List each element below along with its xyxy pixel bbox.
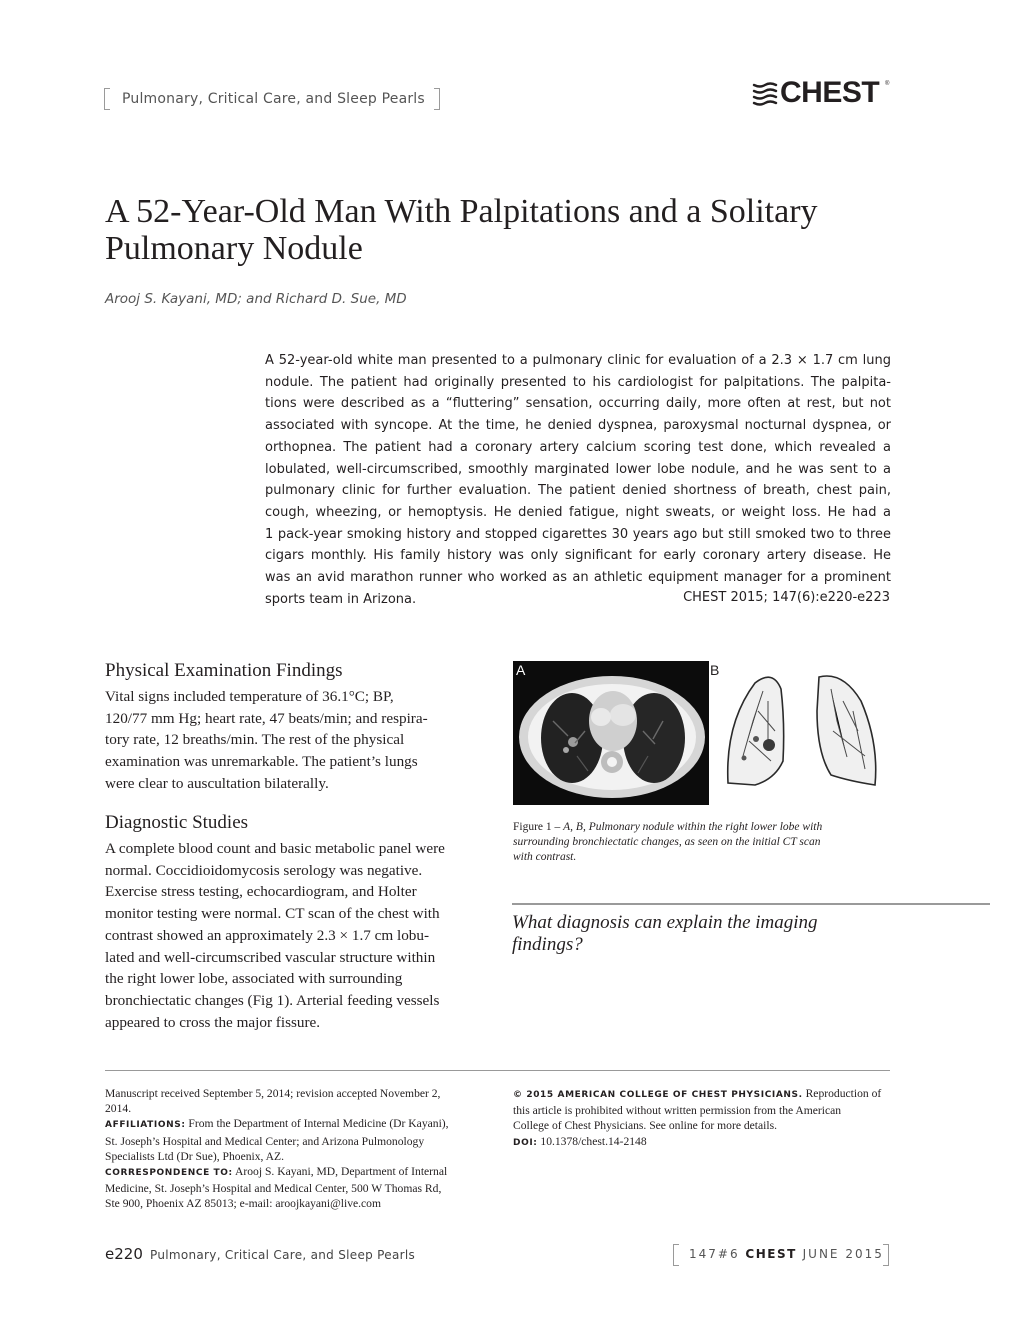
issue-info [689, 1247, 884, 1261]
page-number: e220 [105, 1245, 143, 1263]
text-line: normal. Coccidioidomycosis serology was negative. [105, 861, 423, 879]
text-line: appeared to cross the major fissure. [105, 1013, 321, 1031]
question [512, 912, 872, 956]
logo-trademark: ® [885, 81, 890, 87]
text-line: 120/77 mm Hg; heart rate, 47 beats/min; and respira- [105, 709, 428, 727]
footer-bracket-right [883, 1244, 889, 1266]
question-line: findings? [512, 934, 583, 955]
manuscript-note: 2014. [105, 1102, 132, 1116]
copyright-text: this article is prohibited without written permission from the American [513, 1104, 842, 1118]
case-line: orthopnea. The patient had a coronary artery calcium scoring test done, which revealed a [265, 439, 891, 455]
case-line: was an avid marathon runner who worked as an athletic equipment manager for a prominent [265, 570, 891, 586]
text-line: examination was unremarkable. The patient’s lungs [105, 753, 418, 771]
header-bracket-left [104, 88, 110, 110]
case-line: 1 pack-year smoking history and stopped cigarettes 30 years ago but still smoked two to three [265, 526, 891, 542]
text-line: A complete blood count and basic metabolic panel were [105, 840, 445, 857]
case-line: A 52-year-old white man presented to a pulmonary clinic for evaluation of a 2.3 × 1.7 cm lung [265, 353, 891, 368]
case-line: cough, wheezing, or hemoptysis. He denied fatigue, night sweats, or weight loss. He had a [265, 504, 891, 520]
copyright-label: © 2015 AMERICAN COLLEGE OF CHEST PHYSICIANS. [513, 1090, 803, 1100]
journal-name: CHEST [745, 1247, 797, 1261]
case-line: tions were described as a “fluttering” sensation, occurring daily, more often at rest, but not [265, 396, 891, 412]
diagnostic-heading: Diagnostic Studies [105, 812, 249, 833]
correspondence-text: Ste 900, Phoenix AZ 85013; e-mail: aroojkayani@live.com [105, 1197, 381, 1211]
affiliations-text: From the Department of Internal Medicine (Dr Kayani), [188, 1117, 449, 1131]
correspondence-text: Arooj S. Kayani, MD, Department of Internal [235, 1165, 448, 1179]
case-line: associated with syncope. At the time, he denied dyspnea, paroxysmal nocturnal dyspnea, or [265, 418, 891, 434]
case-line: pulmonary clinic for further evaluation. The patient denied shortness of breath, chest pain, [265, 483, 891, 499]
correspondence-text: Medicine, St. Joseph’s Hospital and Medical Center, 500 W Thomas Rd, [105, 1182, 442, 1196]
affiliations-label: AFFILIATIONS: [105, 1120, 186, 1131]
footnotes-right [513, 1086, 893, 1151]
text-line: were clear to auscultation bilaterally. [105, 774, 329, 792]
footnote-divider [105, 1070, 890, 1071]
figure-1 [513, 661, 886, 805]
text-line: the right lower lobe, associated with surrounding [105, 970, 403, 988]
text-line: Vital signs included temperature of 36.1°C; BP, [105, 688, 394, 705]
footnotes-left [105, 1086, 485, 1212]
running-head: Pulmonary, Critical Care, and Sleep Pearls [150, 1248, 416, 1262]
physical-exam-text [105, 686, 485, 795]
caption-text: surrounding bronchiectatic changes, as seen on the initial CT scan [513, 836, 821, 848]
case-line: cigars monthly. His family history was only significant for early coronary artery disease. He [265, 548, 891, 564]
case-line: nodule. The patient had originally presented to his cardiologist for palpitations. The palpita- [265, 374, 891, 390]
copyright-text: Reproduction of [805, 1087, 882, 1100]
panel-label-a: A [516, 662, 526, 678]
copyright-text: College of Chest Physicians. See online for more details. [513, 1119, 778, 1133]
caption-text: A, B, Pulmonary nodule within the right lower lobe with [563, 821, 823, 833]
chest-logo-icon [752, 82, 778, 108]
article-title [105, 193, 905, 267]
issue-number: 147#6 [689, 1247, 740, 1261]
header-bracket-right [434, 88, 440, 110]
text-line: monitor testing were normal. CT scan of the chest with [105, 905, 440, 923]
manuscript-note: Manuscript received September 5, 2014; revision accepted November 2, [105, 1087, 441, 1100]
caption-label: Figure 1 – [513, 821, 561, 833]
text-line: contrast showed an approximately 2.3 × 1.7 cm lobu- [105, 926, 430, 944]
figure-caption [513, 820, 893, 865]
chest-logo [752, 78, 892, 110]
footer-bracket-left [673, 1244, 679, 1266]
case-line: lobulated, well-circumscribed, smoothly marginated lower lobe nodule, and he was sent to a [265, 461, 891, 477]
issue-date: JUNE 2015 [802, 1247, 884, 1261]
doi-value: 10.1378/chest.14-2148 [540, 1134, 647, 1148]
affiliations-text: Specialists Ltd (Dr Sue), Phoenix, AZ. [105, 1149, 285, 1163]
citation: CHEST 2015; 147(6):e220-e223 [683, 590, 890, 605]
ct-images [513, 661, 886, 805]
text-line: tory rate, 12 breaths/min. The rest of the physical [105, 731, 405, 749]
text-line: bronchiectatic changes (Fig 1). Arterial feeding vessels [105, 991, 440, 1009]
question-line: What diagnosis can explain the imaging [512, 912, 818, 933]
physical-exam-heading: Physical Examination Findings [105, 660, 343, 681]
correspondence-label: CORRESPONDENCE TO: [105, 1168, 233, 1179]
caption-text: with contrast. [513, 851, 577, 863]
authors: Arooj S. Kayani, MD; and Richard D. Sue, MD [105, 291, 407, 307]
panel-label-b: B [710, 662, 720, 678]
diagnostic-text [105, 838, 490, 1033]
doi-label: DOI: [513, 1137, 538, 1148]
logo-wordmark: CHEST [780, 76, 880, 109]
title-line: Pulmonary Nodule [105, 230, 363, 267]
text-line: Exercise stress testing, echocardiogram, and Holter [105, 883, 417, 901]
title-line: A 52-Year-Old Man With Palpitations and a Solitary [105, 193, 818, 230]
case-presentation [265, 350, 891, 610]
question-divider [512, 903, 990, 905]
section-label: Pulmonary, Critical Care, and Sleep Pearls [122, 91, 425, 107]
affiliations-text: St. Joseph’s Hospital and Medical Center; and Arizona Pulmonology [105, 1134, 425, 1148]
case-line: sports team in Arizona. [265, 591, 417, 607]
text-line: lated and well-circumscribed vascular structure within [105, 948, 436, 966]
